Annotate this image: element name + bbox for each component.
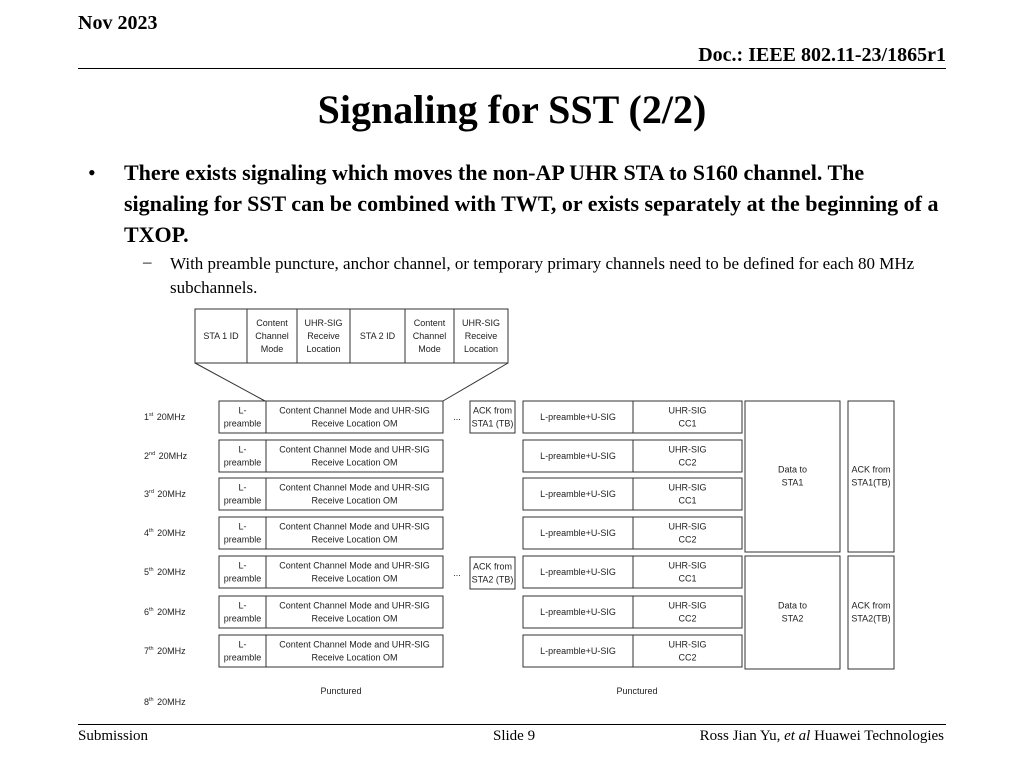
field-label: STA 2 ID — [359, 331, 396, 341]
ellipsis: ... — [453, 412, 461, 422]
ack-sta1-label: ACK from STA1 (TB) — [471, 405, 514, 429]
footer-author — [700, 728, 944, 745]
row-label: 6th 20MHz — [144, 607, 186, 617]
row-label: 3rd 20MHz — [144, 489, 186, 499]
ack-sta2-label: ACK from STA2 (TB) — [471, 561, 514, 585]
uhr-sig-label: UHR-SIG CC1 — [668, 482, 707, 506]
ack-right1-label: ACK from STA1(TB) — [851, 464, 891, 488]
ack-right1-box — [848, 401, 894, 552]
zoom-line — [443, 363, 508, 401]
row-label: 4th 20MHz — [144, 528, 186, 538]
uhr-sig-label: UHR-SIG CC2 — [668, 444, 707, 468]
content-channel-label: Content Channel Mode and UHR-SIG Receive Location OM — [279, 444, 430, 468]
row-label: 5th 20MHz — [144, 567, 186, 577]
footer-author-name: Ross Jian Yu, — [699, 728, 785, 744]
uhr-sig-label: UHR-SIG CC2 — [668, 600, 707, 624]
ack-right2-box — [848, 556, 894, 669]
data-sta2-label: Data to STA2 — [777, 600, 808, 624]
header-doc-id: Doc.: IEEE 802.11-23/1865r1 — [698, 44, 946, 66]
l-preamble-label: L-preamble — [223, 639, 262, 663]
punctured-label: Punctured — [616, 686, 658, 696]
punctured-label: Punctured — [320, 686, 362, 696]
field-label: Content Channel Mode — [255, 318, 289, 354]
data-sta1-box — [745, 401, 840, 552]
footer-slide-number: Slide 9 — [493, 728, 536, 744]
row-label: 2nd 20MHz — [144, 451, 188, 461]
content-channel-label: Content Channel Mode and UHR-SIG Receive Location OM — [279, 639, 430, 663]
uhr-sig-label: UHR-SIG CC2 — [668, 639, 707, 663]
field-label: STA 1 ID — [203, 331, 239, 341]
sub-bullet-marker: – — [143, 252, 152, 271]
uhr-sig-label: UHR-SIG CC2 — [668, 521, 707, 545]
field-label: UHR-SIG Receive Location — [462, 318, 500, 354]
lpreamble-usig-label: L-preamble+U-SIG — [540, 646, 616, 656]
lpreamble-usig-label: L-preamble+U-SIG — [540, 451, 616, 461]
row-label: 8th 20MHz — [144, 697, 186, 707]
content-channel-label: Content Channel Mode and UHR-SIG Receive Location OM — [279, 600, 430, 624]
field-label: UHR-SIG Receive Location — [304, 318, 343, 354]
content-channel-label: Content Channel Mode and UHR-SIG Receive Location OM — [279, 521, 430, 545]
data-sta2-box — [745, 556, 840, 669]
l-preamble-label: L-preamble — [223, 521, 262, 545]
row-label: 7th 20MHz — [144, 646, 186, 656]
lpreamble-usig-label: L-preamble+U-SIG — [540, 567, 616, 577]
footer-submission: Submission — [78, 728, 149, 744]
l-preamble-label: L-preamble — [223, 444, 262, 468]
lpreamble-usig-label: L-preamble+U-SIG — [540, 489, 616, 499]
zoom-line — [195, 363, 265, 401]
footer-etal: et al — [784, 728, 811, 744]
uhr-sig-label: UHR-SIG CC1 — [668, 405, 707, 429]
ack-right2-label: ACK from STA2(TB) — [851, 600, 891, 624]
lpreamble-usig-label: L-preamble+U-SIG — [540, 412, 616, 422]
lpreamble-usig-label: L-preamble+U-SIG — [540, 528, 616, 538]
field-label: Content Channel Mode — [412, 318, 447, 354]
l-preamble-label: L-preamble — [223, 600, 262, 624]
data-sta1-label: Data to STA1 — [777, 464, 808, 488]
footer-divider — [78, 724, 946, 725]
l-preamble-label: L-preamble — [223, 405, 262, 429]
content-channel-label: Content Channel Mode and UHR-SIG Receive Location OM — [279, 560, 430, 584]
footer-org: Huawei Technologies — [810, 728, 944, 744]
row-label: 1st 20MHz — [144, 412, 186, 422]
sub-bullet-text: With preamble puncture, anchor channel, or temporary primary channels need to be defined for each 80 MHz subchannels. — [170, 254, 915, 297]
content-channel-label: Content Channel Mode and UHR-SIG Receive Location OM — [279, 482, 430, 506]
bullet-text: There exists signaling which moves the non-AP UHR STA to S160 channel. The signaling for SST can be combined with TWT, or exists separately at the beginning of a TXOP. — [124, 160, 939, 247]
content-channel-label: Content Channel Mode and UHR-SIG Receive Location OM — [279, 405, 430, 429]
slide-title: Signaling for SST (2/2) — [317, 87, 707, 132]
uhr-sig-label: UHR-SIG CC1 — [668, 560, 707, 584]
ellipsis: ... — [453, 568, 461, 578]
header-date: Nov 2023 — [78, 12, 158, 34]
l-preamble-label: L-preamble — [223, 482, 262, 506]
l-preamble-label: L-preamble — [223, 560, 262, 584]
lpreamble-usig-label: L-preamble+U-SIG — [540, 607, 616, 617]
bullet-marker: • — [88, 160, 96, 185]
